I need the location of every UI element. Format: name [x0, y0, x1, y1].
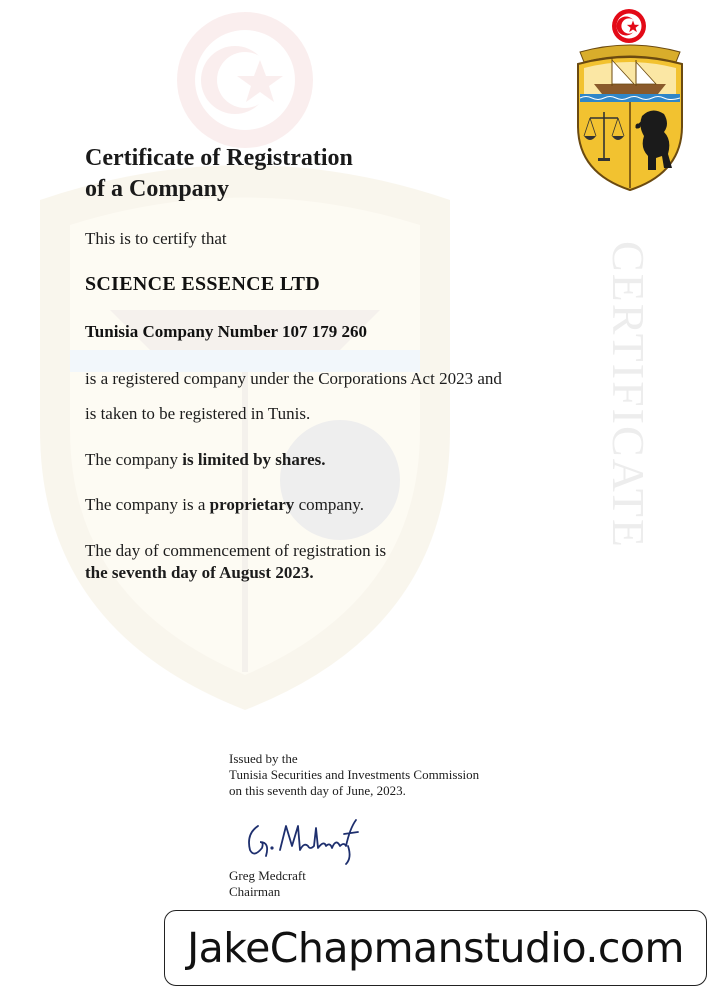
company-number: Tunisia Company Number 107 179 260: [85, 322, 367, 341]
type-prefix: The company is a: [85, 495, 210, 514]
type-suffix: company.: [294, 495, 365, 514]
website-banner: [164, 910, 707, 986]
type-bold: proprietary: [209, 495, 295, 514]
issue-date: on this seventh day of June, 2023.: [229, 783, 406, 798]
limited-bold: is limited by shares.: [182, 450, 326, 469]
handwritten-signature: [240, 812, 370, 868]
issuing-commission: Tunisia Securities and Investments Commission: [229, 767, 480, 782]
website-text: JakeChapmanstudio.com: [187, 924, 684, 972]
limited-by-shares-statement: [85, 449, 326, 471]
issuer-block: [229, 751, 479, 799]
title-line-1: Certificate of Registration: [85, 145, 353, 171]
certificate-title: [85, 143, 353, 205]
certify-text: This is to certify that: [85, 229, 227, 248]
signer-title: Chairman: [229, 884, 281, 899]
signer-name: Greg Medcraft: [229, 868, 306, 883]
tunisia-coat-of-arms: [572, 8, 688, 194]
commencement-line: The day of commencement of registration is: [85, 541, 387, 560]
company-type-statement: [85, 494, 364, 516]
limited-prefix: The company: [85, 450, 183, 469]
registered-line-1: is a registered company under the Corporations Act 2023 and: [85, 369, 502, 388]
vertical-certificate-watermark: CERTIFICATE: [603, 240, 654, 550]
issued-by: Issued by the: [229, 751, 298, 766]
registered-line-2: is taken to be registered in Tunis.: [85, 404, 311, 423]
commencement-date: the seventh day of August 2023.: [85, 563, 314, 582]
company-name: SCIENCE ESSENCE LTD: [85, 273, 321, 295]
title-line-2: of a Company: [85, 176, 230, 202]
signer-block: [229, 868, 306, 900]
